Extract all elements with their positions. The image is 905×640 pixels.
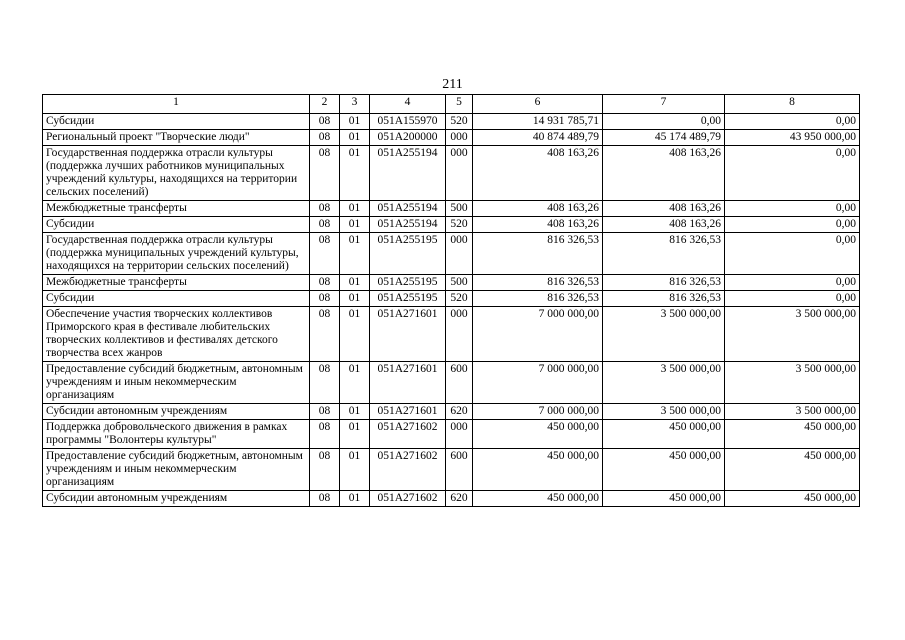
amount-col-7: 3 500 000,00 — [603, 362, 725, 404]
row-name: Субсидии автономным учреждениям — [43, 491, 310, 507]
table-body — [43, 114, 860, 507]
expense-type-code: 000 — [446, 307, 473, 362]
amount-col-7: 45 174 489,79 — [603, 130, 725, 146]
amount-col-8: 450 000,00 — [725, 449, 860, 491]
amount-col-7: 3 500 000,00 — [603, 307, 725, 362]
amount-col-7: 450 000,00 — [603, 449, 725, 491]
row-name: Государственная поддержка отрасли культуры (поддержка муниципальных учреждений культуры, находящихся на территории сельских поселений) — [43, 233, 310, 275]
section-code: 08 — [310, 114, 340, 130]
amount-col-8: 3 500 000,00 — [725, 307, 860, 362]
subsection-code: 01 — [340, 130, 370, 146]
row-name: Предоставление субсидий бюджетным, автономным учреждениям и иным некоммерческим организациям — [43, 362, 310, 404]
subsection-code: 01 — [340, 275, 370, 291]
page-number: 211 — [442, 77, 463, 92]
table-row — [43, 420, 860, 449]
section-code: 08 — [310, 491, 340, 507]
amount-col-7: 450 000,00 — [603, 491, 725, 507]
row-name: Государственная поддержка отрасли культуры (поддержка лучших работников муниципальных учреждений культуры, находящихся на территории сельских поселений) — [43, 146, 310, 201]
amount-col-6: 408 163,26 — [473, 146, 603, 201]
amount-col-6: 816 326,53 — [473, 233, 603, 275]
amount-col-7: 0,00 — [603, 114, 725, 130]
amount-col-8: 450 000,00 — [725, 420, 860, 449]
subsection-code: 01 — [340, 307, 370, 362]
expense-type-code: 620 — [446, 404, 473, 420]
section-code: 08 — [310, 420, 340, 449]
expense-type-code: 500 — [446, 275, 473, 291]
amount-col-8: 450 000,00 — [725, 491, 860, 507]
table-row — [43, 275, 860, 291]
table-row — [43, 201, 860, 217]
subsection-code: 01 — [340, 420, 370, 449]
amount-col-6: 816 326,53 — [473, 275, 603, 291]
amount-col-6: 7 000 000,00 — [473, 404, 603, 420]
table-row — [43, 291, 860, 307]
table-header-row — [43, 95, 860, 114]
target-code: 051A255194 — [370, 146, 446, 201]
target-code: 051A271601 — [370, 362, 446, 404]
amount-col-8: 0,00 — [725, 217, 860, 233]
amount-col-6: 450 000,00 — [473, 491, 603, 507]
target-code: 051A271602 — [370, 420, 446, 449]
row-name: Субсидии — [43, 217, 310, 233]
section-code: 08 — [310, 275, 340, 291]
amount-col-6: 450 000,00 — [473, 449, 603, 491]
budget-table — [42, 94, 860, 507]
table-row — [43, 307, 860, 362]
amount-col-7: 408 163,26 — [603, 201, 725, 217]
subsection-code: 01 — [340, 449, 370, 491]
expense-type-code: 520 — [446, 114, 473, 130]
target-code: 051A255194 — [370, 217, 446, 233]
amount-col-6: 408 163,26 — [473, 217, 603, 233]
section-code: 08 — [310, 201, 340, 217]
subsection-code: 01 — [340, 491, 370, 507]
table-row — [43, 233, 860, 275]
amount-col-7: 3 500 000,00 — [603, 404, 725, 420]
section-code: 08 — [310, 362, 340, 404]
amount-col-8: 3 500 000,00 — [725, 404, 860, 420]
amount-col-8: 0,00 — [725, 201, 860, 217]
table-row — [43, 449, 860, 491]
section-code: 08 — [310, 233, 340, 275]
amount-col-8: 0,00 — [725, 114, 860, 130]
amount-col-7: 408 163,26 — [603, 217, 725, 233]
amount-col-7: 408 163,26 — [603, 146, 725, 201]
subsection-code: 01 — [340, 291, 370, 307]
column-header: 8 — [725, 95, 860, 114]
expense-type-code: 000 — [446, 130, 473, 146]
expense-type-code: 000 — [446, 420, 473, 449]
amount-col-8: 43 950 000,00 — [725, 130, 860, 146]
row-name: Межбюджетные трансферты — [43, 275, 310, 291]
amount-col-6: 7 000 000,00 — [473, 307, 603, 362]
row-name: Предоставление субсидий бюджетным, автономным учреждениям и иным некоммерческим организациям — [43, 449, 310, 491]
column-header: 7 — [603, 95, 725, 114]
amount-col-6: 40 874 489,79 — [473, 130, 603, 146]
subsection-code: 01 — [340, 114, 370, 130]
row-name: Поддержка добровольческого движения в рамках программы "Волонтеры культуры" — [43, 420, 310, 449]
row-name: Региональный проект "Творческие люди" — [43, 130, 310, 146]
section-code: 08 — [310, 217, 340, 233]
expense-type-code: 600 — [446, 362, 473, 404]
target-code: 051A271602 — [370, 491, 446, 507]
expense-type-code: 520 — [446, 217, 473, 233]
target-code: 051A155970 — [370, 114, 446, 130]
target-code: 051A271602 — [370, 449, 446, 491]
section-code: 08 — [310, 130, 340, 146]
target-code: 051A271601 — [370, 404, 446, 420]
target-code: 051A255195 — [370, 233, 446, 275]
section-code: 08 — [310, 307, 340, 362]
section-code: 08 — [310, 404, 340, 420]
expense-type-code: 000 — [446, 146, 473, 201]
subsection-code: 01 — [340, 233, 370, 275]
row-name: Межбюджетные трансферты — [43, 201, 310, 217]
column-header: 6 — [473, 95, 603, 114]
table-row — [43, 491, 860, 507]
expense-type-code: 000 — [446, 233, 473, 275]
target-code: 051A255195 — [370, 291, 446, 307]
expense-type-code: 520 — [446, 291, 473, 307]
amount-col-7: 816 326,53 — [603, 233, 725, 275]
amount-col-8: 0,00 — [725, 233, 860, 275]
table-row — [43, 146, 860, 201]
amount-col-8: 3 500 000,00 — [725, 362, 860, 404]
table-row — [43, 362, 860, 404]
row-name: Субсидии — [43, 114, 310, 130]
expense-type-code: 620 — [446, 491, 473, 507]
amount-col-6: 7 000 000,00 — [473, 362, 603, 404]
section-code: 08 — [310, 449, 340, 491]
amount-col-7: 450 000,00 — [603, 420, 725, 449]
amount-col-6: 408 163,26 — [473, 201, 603, 217]
table-row — [43, 130, 860, 146]
target-code: 051A255194 — [370, 201, 446, 217]
row-name: Субсидии — [43, 291, 310, 307]
table-row — [43, 114, 860, 130]
expense-type-code: 500 — [446, 201, 473, 217]
column-header: 1 — [43, 95, 310, 114]
target-code: 051A255195 — [370, 275, 446, 291]
target-code: 051A271601 — [370, 307, 446, 362]
amount-col-8: 0,00 — [725, 275, 860, 291]
row-name: Субсидии автономным учреждениям — [43, 404, 310, 420]
amount-col-8: 0,00 — [725, 291, 860, 307]
row-name: Обеспечение участия творческих коллективов Приморского края в фестивале любительских творческих коллективов и фестивалях детского творчества всех жанров — [43, 307, 310, 362]
section-code: 08 — [310, 291, 340, 307]
column-header: 4 — [370, 95, 446, 114]
subsection-code: 01 — [340, 404, 370, 420]
table-row — [43, 404, 860, 420]
amount-col-6: 14 931 785,71 — [473, 114, 603, 130]
amount-col-7: 816 326,53 — [603, 275, 725, 291]
table-row — [43, 217, 860, 233]
subsection-code: 01 — [340, 146, 370, 201]
column-header: 3 — [340, 95, 370, 114]
subsection-code: 01 — [340, 201, 370, 217]
amount-col-6: 816 326,53 — [473, 291, 603, 307]
column-header: 5 — [446, 95, 473, 114]
subsection-code: 01 — [340, 362, 370, 404]
expense-type-code: 600 — [446, 449, 473, 491]
section-code: 08 — [310, 146, 340, 201]
subsection-code: 01 — [340, 217, 370, 233]
column-header: 2 — [310, 95, 340, 114]
amount-col-8: 0,00 — [725, 146, 860, 201]
amount-col-7: 816 326,53 — [603, 291, 725, 307]
target-code: 051A200000 — [370, 130, 446, 146]
amount-col-6: 450 000,00 — [473, 420, 603, 449]
